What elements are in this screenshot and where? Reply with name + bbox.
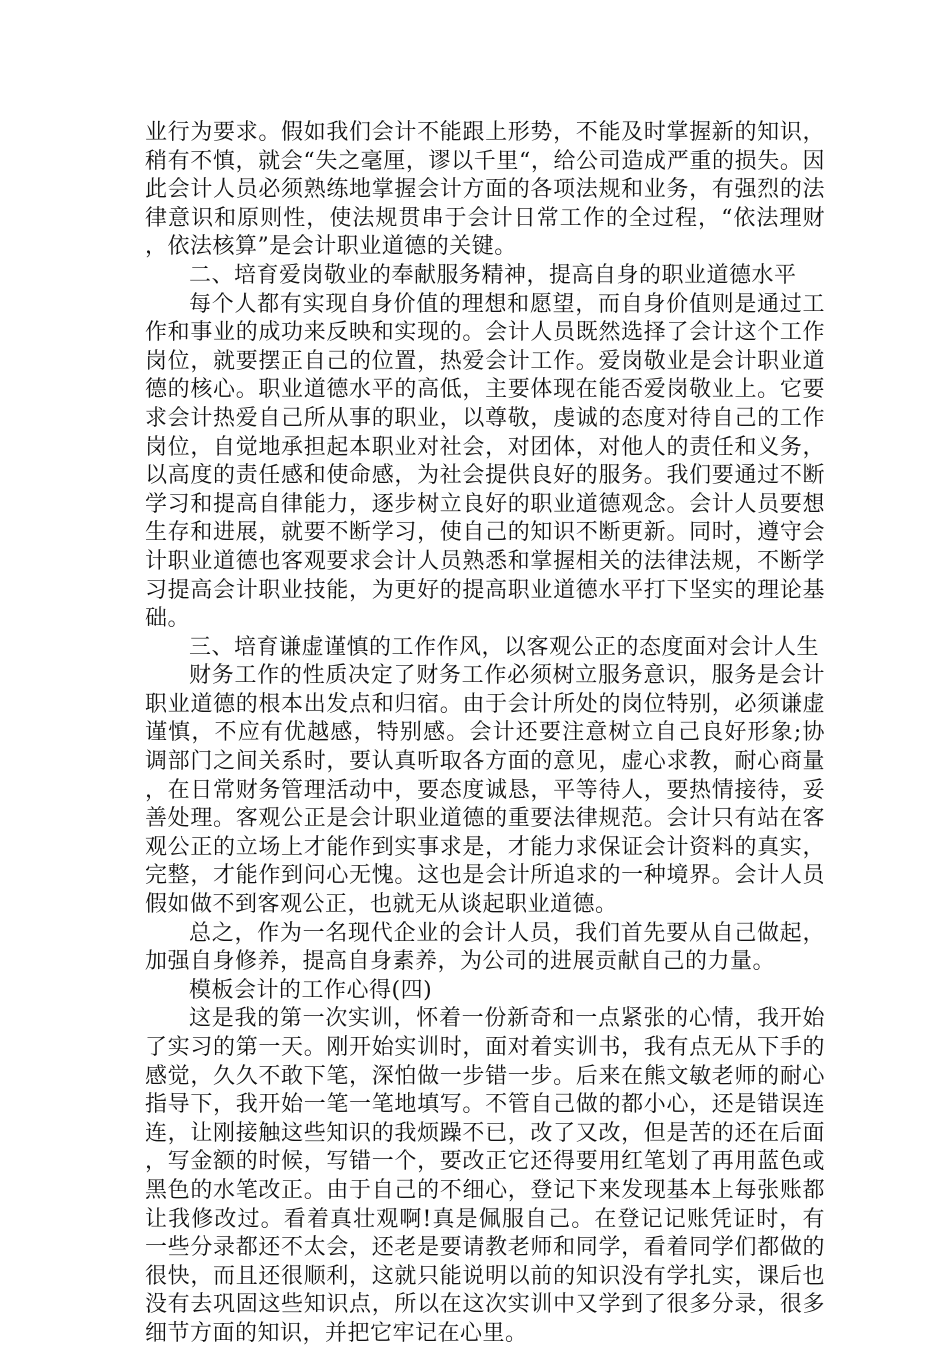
paragraph-8: 这是我的第一次实训，怀着一份新奇和一点紧张的心情，我开始了实习的第一天。刚开始实训时，面对着实训书，我有点无从下手的感觉，久久不敢下笔，深怕做一步错一步。后来在熊文敏老师的耐心指导下，我开始一笔一笔地填写。不管自己做的都小心，还是错误连连，让刚接触这些知识的我烦躁不已，改了又改，但是苦的还在后面，写金额的时候，写错一个，要改正它还得要用红笔划了再用蓝色或黑色的水笔改正。由于自己的不细心，登记下来发现基本上每张账都让我修改过。看着真壮观啊!真是佩服自己。在登记记账凭证时，有一些分录都还不太会，还老是要请教老师和同学，看着同学们都做的很快，而且还很顺利，这就只能说明以前的知识没有学扎实，课后也没有去巩固这些知识点，所以在这次实训中又学到了很多分录，很多细节方面的知识，并把它牢记在心里。 (145, 1006, 825, 1346)
paragraph-1: 业行为要求。假如我们会计不能跟上形势，不能及时掌握新的知识，稍有不慎，就会“失之毫厘，谬以千里“，给公司造成严重的损失。因此会计人员必须熟练地掌握会计方面的各项法规和业务，有强烈的法律意识和原则性，使法规贯串于会计日常工作的全过程，“依法理财，依法核算”是会计职业道德的关键。 (145, 120, 825, 260)
paragraph-5: 财务工作的性质决定了财务工作必须树立服务意识，服务是会计职业道德的根本出发点和归宿。由于会计所处的岗位特别，必须谦虚谨慎，不应有优越感，特别感。会计还要注意树立自己良好形象;协调部门之间关系时，要认真听取各方面的意见，虚心求教，耐心商量，在日常财务管理活动中，要态度诚恳，平等待人，要热情接待，妥善处理。客观公正是会计职业道德的重要法律规范。会计只有站在客观公正的立场上才能作到实事求是，才能力求保证会计资料的真实，完整，才能作到问心无愧。这也是会计所追求的一种境界。会计人员假如做不到客观公正，也就无从谈起职业道德。 (145, 663, 825, 918)
section-heading-3: 三、培育谦虚谨慎的工作作风，以客观公正的态度面对会计人生 (189, 634, 820, 660)
paragraph-6: 总之，作为一名现代企业的会计人员，我们首先要从自己做起，加强自身修养，提高自身素养，为公司的进展贡献自己的力量。 (145, 920, 825, 975)
document-body (145, 119, 825, 1349)
section-title-4: 模板会计的工作心得(四) (189, 977, 433, 1003)
paragraph-3: 每个人都有实现自身价值的理想和愿望，而自身价值则是通过工作和事业的成功来反映和实现的。会计人员既然选择了会计这个工作岗位，就要摆正自己的位置，热爱会计工作。爱岗敬业是会计职业道德的核心。职业道德水平的高低，主要体现在能否爱岗敬业上。它要求会计热爱自己所从事的职业，以尊敬，虔诚的态度对待自己的工作岗位，自觉地承担起本职业对社会，对团体，对他人的责任和义务，以高度的责任感和使命感，为社会提供良好的服务。我们要通过不断学习和提高自律能力，逐步树立良好的职业道德观念。会计人员要想生存和进展，就要不断学习，使自己的知识不断更新。同时，遵守会计职业道德也客观要求会计人员熟悉和掌握相关的法律法规，不断学习提高会计职业技能，为更好的提高职业道德水平打下坚实的理论基础。 (145, 291, 825, 632)
section-heading-2: 二、培育爱岗敬业的奉献服务精神，提高自身的职业道德水平 (189, 262, 797, 288)
